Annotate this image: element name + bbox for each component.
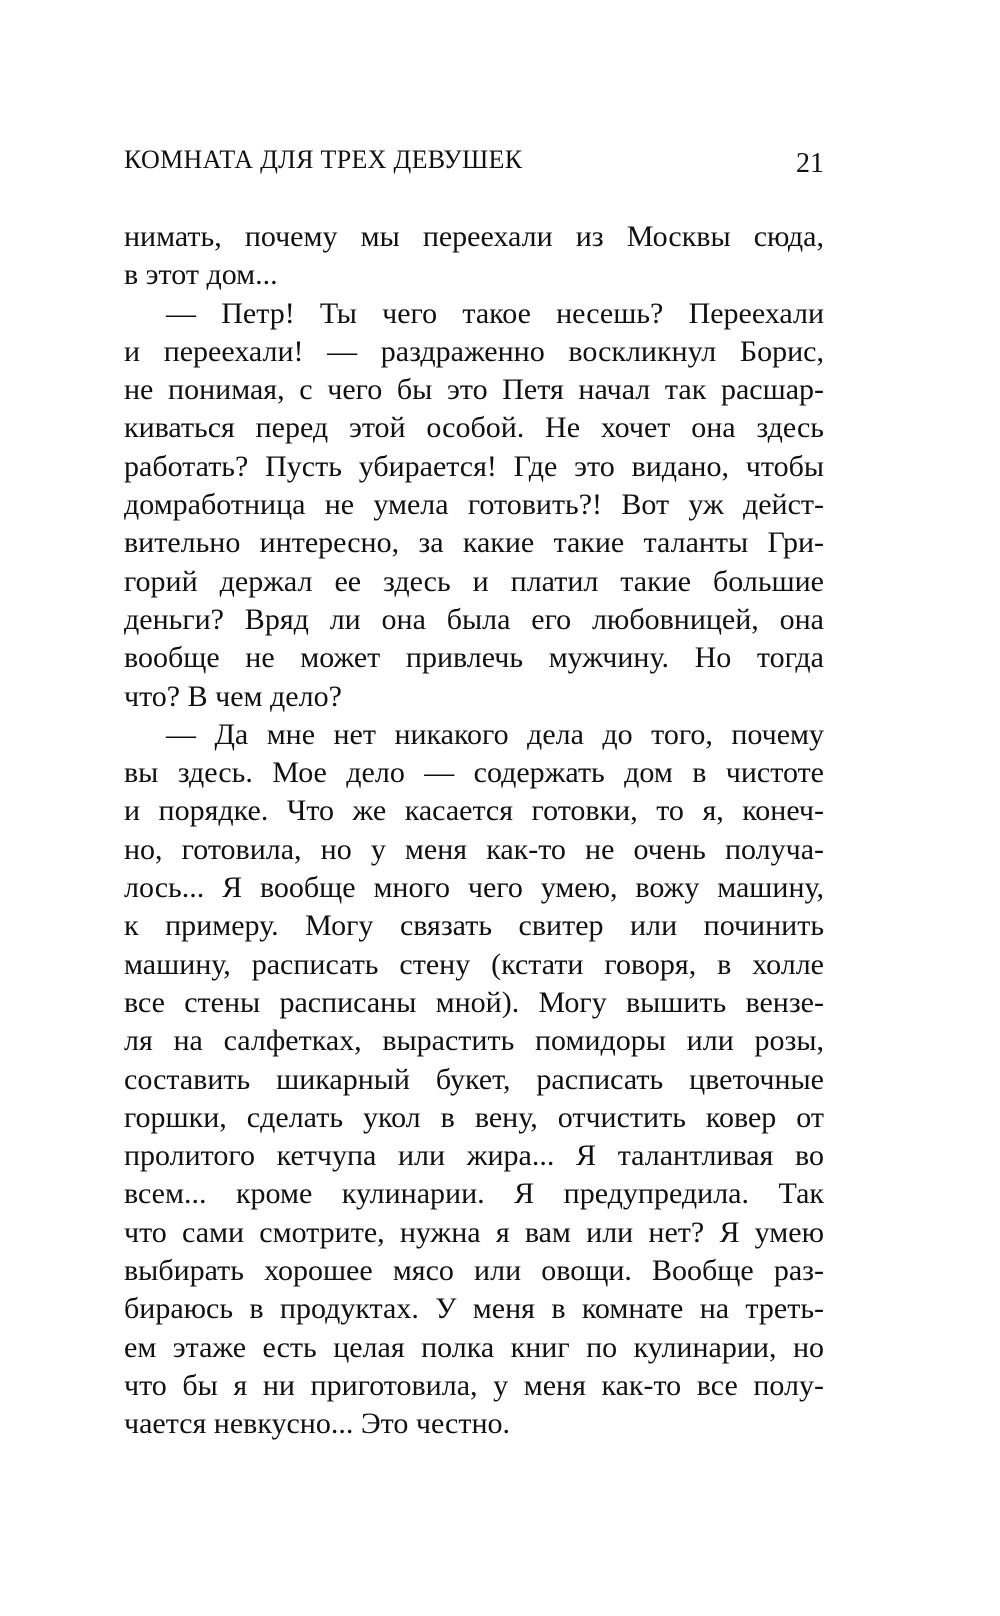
running-head xyxy=(124,142,824,182)
text-line: чается невкусно... Это честно. xyxy=(124,1407,511,1441)
text-line: лось... Я вообще много чего умею, вожу машину, xyxy=(124,871,824,905)
running-title: КОМНАТА ДЛЯ ТРЕХ ДЕВУШЕК xyxy=(124,145,523,174)
text-line: всем... кроме кулинарии. Я предупредила. Так xyxy=(124,1177,824,1211)
text-line: — Петр! Ты чего такое несешь? Переехали xyxy=(166,296,824,330)
text-line: — Да мне нет никакого дела до того, почему xyxy=(166,717,824,751)
text-line: и переехали! — раздраженно воскликнул Борис, xyxy=(124,334,824,368)
text-line: вы здесь. Мое дело — содержать дом в чистоте xyxy=(124,756,824,790)
text-line: выбирать хорошее мясо или овощи. Вообще раз- xyxy=(124,1254,824,1288)
text-line: в этот дом... xyxy=(124,258,278,292)
text-line: ем этаже есть целая полка книг по кулинарии, но xyxy=(124,1330,824,1364)
text-line: горшки, сделать укол в вену, отчистить ковер от xyxy=(124,1100,824,1134)
text-line: что бы я ни приготовила, у меня как-то все полу- xyxy=(124,1368,824,1402)
text-line: киваться перед этой особой. Не хочет она здесь xyxy=(124,411,824,445)
text-line: что сами смотрите, нужна я вам или нет? Я умею xyxy=(124,1215,824,1249)
text-line: нимать, почему мы переехали из Москвы сюда, xyxy=(124,220,824,253)
page-number: 21 xyxy=(796,148,824,179)
text-line: и порядке. Что же касается готовки, то я, конеч- xyxy=(124,794,824,828)
text-line: вительно интересно, за какие такие таланты Гри- xyxy=(124,526,824,560)
text-line: что? В чем дело? xyxy=(124,679,342,713)
text-line: вообще не может привлечь мужчину. Но тогда xyxy=(124,641,824,675)
text-line: ля на салфетках, вырастить помидоры или розы, xyxy=(124,1024,824,1058)
text-line: машину, расписать стену (кстати говоря, в холле xyxy=(124,947,824,981)
text-line: деньги? Вряд ли она была его любовницей, она xyxy=(124,602,824,636)
text-line: к примеру. Могу связать свитер или починить xyxy=(124,909,824,943)
text-line: не понимая, с чего бы это Петя начал так расшар- xyxy=(124,373,824,407)
text-line: но, готовила, но у меня как-то не очень получа- xyxy=(124,832,824,866)
text-line: пролитого кетчупа или жира... Я талантливая во xyxy=(124,1139,824,1173)
text-line: все стены расписаны мной). Могу вышить вензе- xyxy=(124,985,824,1019)
text-line: бираюсь в продуктах. У меня в комнате на треть- xyxy=(124,1292,824,1326)
text-line: горий держал ее здесь и платил такие большие xyxy=(124,564,824,598)
body-text xyxy=(124,218,824,1444)
text-line: домработница не умела готовить?! Вот уж дейст- xyxy=(124,488,824,522)
text-line: работать? Пусть убирается! Где это видано, чтобы xyxy=(124,449,824,483)
text-line: составить шикарный букет, расписать цветочные xyxy=(124,1062,824,1096)
